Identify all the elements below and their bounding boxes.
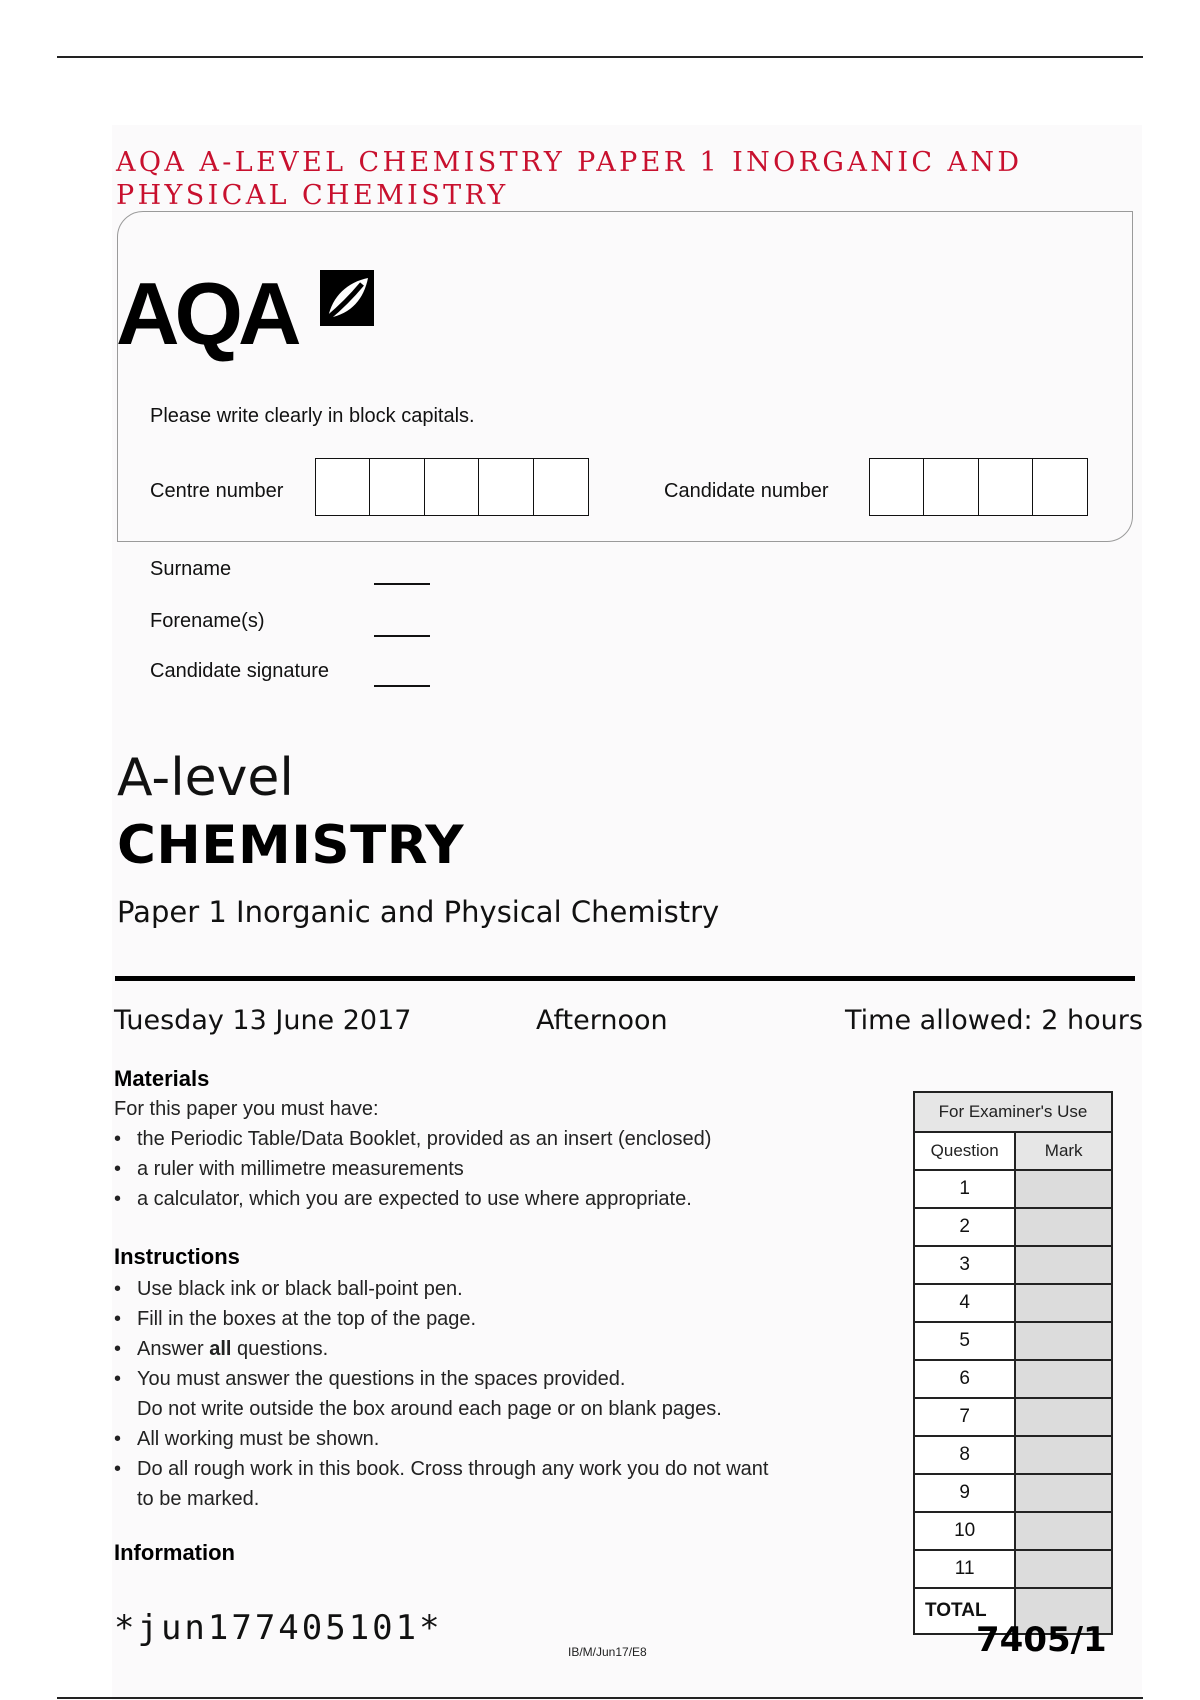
centre-number-boxes[interactable] [316, 458, 589, 516]
list-item: • a ruler with millimetre measurements [114, 1154, 711, 1184]
candidate-number-boxes[interactable] [870, 458, 1088, 516]
mark-cell [1015, 1322, 1112, 1360]
instructions-heading: Instructions [114, 1244, 240, 1269]
paper-name: Paper 1 Inorganic and Physical Chemistry [117, 895, 720, 929]
table-row [914, 1246, 1112, 1284]
qualification-level: A-level [117, 748, 294, 808]
table-row [914, 1322, 1112, 1360]
candidate-number-label: Candidate number [664, 480, 829, 502]
list-item: • Answer all questions. [114, 1334, 777, 1364]
mark-cell [1015, 1474, 1112, 1512]
list-item: • the Periodic Table/Data Booklet, provided as an insert (enclosed) [114, 1124, 711, 1154]
table-row [914, 1436, 1112, 1474]
logo-wordmark: AQA [116, 264, 297, 363]
forenames-label: Forename(s) [150, 610, 265, 632]
table-row [914, 1360, 1112, 1398]
aqa-logo [116, 264, 376, 363]
materials-intro: For this paper you must have: [114, 1098, 379, 1120]
barcode-text: *jun1774051​01* [114, 1608, 443, 1648]
time-allowed: Time allowed: 2 hours [845, 1005, 1143, 1036]
forenames-line[interactable] [374, 635, 430, 637]
list-item: • All working must be shown. [114, 1424, 777, 1454]
centre-number-digit[interactable] [478, 458, 534, 516]
surname-line[interactable] [374, 583, 430, 585]
question-number: 7 [914, 1398, 1015, 1436]
table-row [914, 1512, 1112, 1550]
table-row [914, 1474, 1112, 1512]
materials-list [114, 1124, 711, 1214]
mark-cell [1015, 1550, 1112, 1588]
question-number: 11 [914, 1550, 1015, 1588]
list-item: • Use black ink or black ball-point pen. [114, 1274, 777, 1304]
question-number: 8 [914, 1436, 1015, 1474]
exam-session: Afternoon [536, 1005, 668, 1036]
examiners-use-table [913, 1091, 1113, 1635]
signature-field[interactable] [150, 660, 450, 683]
subject-title: CHEMISTRY [117, 815, 465, 876]
list-item: • a calculator, which you are expected to use where appropriate. [114, 1184, 711, 1214]
mark-cell [1015, 1512, 1112, 1550]
mark-cell [1015, 1436, 1112, 1474]
top-rule [57, 56, 1143, 58]
question-number: 5 [914, 1322, 1015, 1360]
centre-number-digit[interactable] [315, 458, 371, 516]
leaf-icon [318, 268, 376, 328]
table-row [914, 1550, 1112, 1588]
question-number: 4 [914, 1284, 1015, 1322]
table-row [914, 1398, 1112, 1436]
list-item: • Do all rough work in this book. Cross through any work you do not want to be marked. [114, 1454, 777, 1514]
table-row [914, 1284, 1112, 1322]
bottom-rule [57, 1697, 1143, 1699]
mark-cell [1015, 1360, 1112, 1398]
list-item [114, 1364, 777, 1424]
surname-field[interactable] [150, 558, 450, 581]
block-capitals-prompt: Please write clearly in block capitals. [150, 405, 475, 427]
forenames-field[interactable] [150, 610, 450, 633]
mark-cell [1015, 1284, 1112, 1322]
mark-column-header: Mark [1015, 1132, 1112, 1170]
table-row [914, 1170, 1112, 1208]
question-number: 3 [914, 1246, 1015, 1284]
document-title: AQA A-LEVEL CHEMISTRY PAPER 1 INORGANIC AND PHYSICAL CHEMISTRY [116, 147, 1023, 211]
mark-cell [1015, 1170, 1112, 1208]
question-number: 2 [914, 1208, 1015, 1246]
question-number: 9 [914, 1474, 1015, 1512]
mark-cell [1015, 1246, 1112, 1284]
paper-code: 7405/1 [976, 1620, 1107, 1660]
question-number: 6 [914, 1360, 1015, 1398]
candidate-number-digit[interactable] [978, 458, 1034, 516]
section-divider [115, 976, 1135, 981]
question-number: 10 [914, 1512, 1015, 1550]
emphasis-all: all [209, 1338, 232, 1360]
examiners-use-caption: For Examiner's Use [914, 1092, 1112, 1132]
table-row [914, 1208, 1112, 1246]
centre-number-digit[interactable] [533, 458, 589, 516]
candidate-number-digit[interactable] [869, 458, 925, 516]
question-column-header: Question [914, 1132, 1015, 1170]
mark-cell [1015, 1398, 1112, 1436]
signature-label: Candidate signature [150, 660, 330, 682]
candidate-number-digit[interactable] [1032, 458, 1088, 516]
mark-cell [1015, 1208, 1112, 1246]
list-item: • Fill in the boxes at the top of the page. [114, 1304, 777, 1334]
centre-number-label: Centre number [150, 480, 284, 502]
exam-date: Tuesday 13 June 2017 [114, 1005, 412, 1036]
centre-number-digit[interactable] [369, 458, 425, 516]
materials-heading: Materials [114, 1066, 210, 1091]
surname-label: Surname [150, 558, 232, 580]
instructions-list [114, 1274, 777, 1514]
list-item-line: Do not write outside the box around each page or on blank pages. [137, 1398, 722, 1420]
list-item-line: • You must answer the questions in the spaces provided. [137, 1368, 626, 1390]
paper-reference: IB/M/Jun17/E8 [568, 1645, 647, 1659]
question-number: 1 [914, 1170, 1015, 1208]
signature-line[interactable] [374, 685, 430, 687]
information-heading: Information [114, 1540, 235, 1565]
candidate-number-digit[interactable] [923, 458, 979, 516]
total-label: TOTAL [914, 1588, 1015, 1634]
centre-number-digit[interactable] [424, 458, 480, 516]
